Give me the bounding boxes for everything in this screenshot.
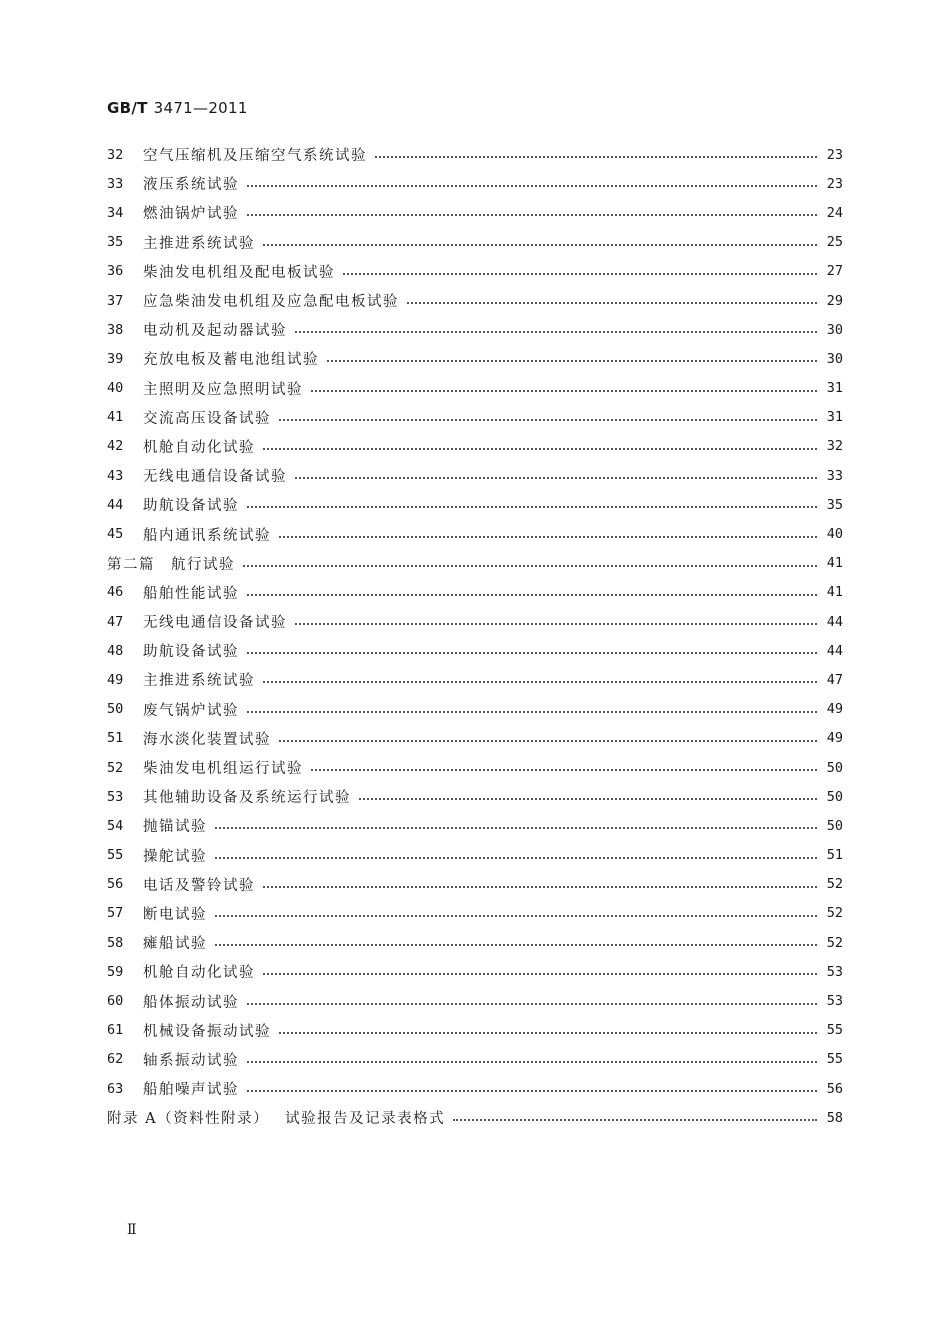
- toc-entry-title: 海水淡化装置试验: [143, 731, 271, 748]
- toc-leader-dots: [247, 1002, 817, 1005]
- toc-leader-dots: [295, 476, 817, 479]
- toc-entry-number: 58: [107, 934, 124, 951]
- toc-entry[interactable]: [107, 461, 843, 490]
- toc-page-number: 30: [826, 350, 843, 367]
- toc-entry-number: 45: [107, 526, 124, 543]
- toc-entry[interactable]: [107, 753, 843, 782]
- toc-entry[interactable]: [107, 403, 843, 432]
- toc-entry-number: 39: [107, 350, 124, 367]
- page-number: Ⅱ: [127, 1222, 137, 1238]
- table-of-contents: [107, 140, 843, 1132]
- toc-entry-title: 液压系统试验: [143, 177, 239, 194]
- toc-entry-title: 助航设备试验: [143, 498, 239, 515]
- toc-page-number: 30: [826, 321, 843, 338]
- toc-page-number: 50: [826, 788, 843, 805]
- toc-entry-title: 燃油锅炉试验: [143, 206, 239, 223]
- toc-entry-title: 机舱自动化试验: [143, 965, 255, 982]
- toc-leader-dots: [215, 943, 817, 946]
- toc-leader-dots: [453, 1118, 817, 1121]
- toc-leader-dots: [279, 535, 817, 538]
- toc-leader-dots: [215, 826, 817, 829]
- toc-leader-dots: [215, 914, 817, 917]
- toc-section-row[interactable]: [107, 549, 843, 578]
- toc-entry-number: 35: [107, 234, 124, 251]
- toc-page-number: 25: [826, 234, 843, 251]
- toc-entry-number: 59: [107, 963, 124, 980]
- toc-leader-dots: [295, 622, 817, 625]
- toc-leader-dots: [263, 885, 817, 888]
- toc-entry[interactable]: [107, 1016, 843, 1045]
- toc-leader-dots: [327, 359, 817, 362]
- toc-entry[interactable]: [107, 344, 843, 373]
- toc-leader-dots: [247, 593, 817, 596]
- toc-page-number: 50: [826, 759, 843, 776]
- toc-entry-title: 助航设备试验: [143, 644, 239, 661]
- toc-leader-dots: [311, 389, 817, 392]
- toc-entry-title: 操舵试验: [143, 848, 207, 865]
- toc-leader-dots: [295, 330, 817, 333]
- toc-entry[interactable]: [107, 198, 843, 227]
- toc-page-number: 44: [826, 642, 843, 659]
- toc-leader-dots: [343, 272, 817, 275]
- toc-entry-number: 46: [107, 584, 124, 601]
- toc-page-number: 49: [826, 730, 843, 747]
- toc-entry-title: 船体振动试验: [143, 994, 239, 1011]
- toc-entry[interactable]: [107, 257, 843, 286]
- toc-leader-dots: [247, 651, 817, 654]
- toc-entry-title: 柴油发电机组及配电板试验: [143, 264, 335, 281]
- toc-entry-title: 船舶噪声试验: [143, 1082, 239, 1099]
- toc-entry[interactable]: [107, 315, 843, 344]
- toc-page-number: 35: [826, 496, 843, 513]
- toc-leader-dots: [359, 797, 817, 800]
- toc-entry-number: 38: [107, 321, 124, 338]
- toc-page-number: 53: [826, 963, 843, 980]
- toc-entry-number: 40: [107, 380, 124, 397]
- document-header: [107, 99, 248, 117]
- toc-entry-title: 断电试验: [143, 906, 207, 923]
- toc-page-number: 33: [826, 467, 843, 484]
- toc-entry[interactable]: [107, 140, 843, 169]
- toc-entry-title: 主推进系统试验: [143, 235, 255, 252]
- toc-entry-number: 63: [107, 1080, 124, 1097]
- toc-entry-number: 36: [107, 263, 124, 280]
- toc-entry-number: 53: [107, 788, 124, 805]
- toc-leader-dots: [311, 768, 817, 771]
- toc-entry[interactable]: [107, 724, 843, 753]
- toc-page-number: 50: [826, 817, 843, 834]
- toc-leader-dots: [247, 1060, 817, 1063]
- toc-entry-title: 交流高压设备试验: [143, 410, 271, 427]
- toc-entry-number: 54: [107, 817, 124, 834]
- toc-entry-number: 50: [107, 701, 124, 718]
- toc-entry-title: 船舶性能试验: [143, 585, 239, 602]
- toc-entry[interactable]: [107, 782, 843, 811]
- toc-page-number: 52: [826, 934, 843, 951]
- toc-page-number: 56: [826, 1080, 843, 1097]
- toc-entry-number: 56: [107, 876, 124, 893]
- toc-entry-title: 主照明及应急照明试验: [143, 381, 303, 398]
- toc-page-number: 40: [826, 526, 843, 543]
- toc-entry-number: 48: [107, 642, 124, 659]
- toc-entry[interactable]: [107, 607, 843, 636]
- toc-page-number: 31: [826, 409, 843, 426]
- toc-entry-title: 无线电通信设备试验: [143, 615, 287, 632]
- toc-page-number: 24: [826, 204, 843, 221]
- toc-section-row[interactable]: [107, 1103, 843, 1132]
- toc-entry-number: 62: [107, 1051, 124, 1068]
- toc-page-number: 31: [826, 380, 843, 397]
- toc-page-number: 44: [826, 613, 843, 630]
- toc-entry-number: 51: [107, 730, 124, 747]
- toc-entry-title: 柴油发电机组运行试验: [143, 761, 303, 778]
- toc-entry[interactable]: [107, 870, 843, 899]
- toc-page-number: 52: [826, 905, 843, 922]
- toc-leader-dots: [263, 972, 817, 975]
- toc-entry-number: 47: [107, 613, 124, 630]
- toc-entry-title: 试验报告及记录表格式: [285, 1111, 446, 1128]
- toc-leader-dots: [279, 1031, 817, 1034]
- toc-leader-dots: [247, 710, 817, 713]
- toc-entry-title: 应急柴油发电机组及应急配电板试验: [143, 294, 399, 311]
- toc-entry-number: 60: [107, 993, 124, 1010]
- toc-leader-dots: [247, 184, 817, 187]
- toc-page-number: 51: [826, 847, 843, 864]
- toc-leader-dots: [247, 213, 817, 216]
- toc-page-number: 55: [826, 1051, 843, 1068]
- toc-entry-title: 其他辅助设备及系统运行试验: [143, 790, 351, 807]
- toc-entry-title: 废气锅炉试验: [143, 702, 239, 719]
- toc-entry-title: 机械设备振动试验: [143, 1023, 271, 1040]
- toc-entry-number: 57: [107, 905, 124, 922]
- toc-entry-title: 瘫船试验: [143, 936, 207, 953]
- toc-entry-title: 轴系振动试验: [143, 1052, 239, 1069]
- toc-page-number: 41: [826, 555, 843, 572]
- toc-page-number: 52: [826, 876, 843, 893]
- toc-leader-dots: [263, 447, 817, 450]
- toc-entry[interactable]: [107, 519, 843, 548]
- toc-entry[interactable]: [107, 490, 843, 519]
- toc-entry[interactable]: [107, 811, 843, 840]
- toc-entry[interactable]: [107, 841, 843, 870]
- toc-page-number: 53: [826, 993, 843, 1010]
- toc-entry[interactable]: [107, 228, 843, 257]
- toc-entry[interactable]: [107, 986, 843, 1015]
- toc-page-number: 23: [826, 146, 843, 163]
- toc-entry[interactable]: [107, 899, 843, 928]
- toc-leader-dots: [247, 505, 817, 508]
- standard-number: 3471—2011: [153, 99, 248, 117]
- toc-entry-number: 49: [107, 671, 124, 688]
- toc-entry-title: 主推进系统试验: [143, 673, 255, 690]
- toc-entry[interactable]: [107, 695, 843, 724]
- toc-page-number: 29: [826, 292, 843, 309]
- toc-entry-number: 52: [107, 759, 124, 776]
- toc-entry[interactable]: [107, 578, 843, 607]
- toc-entry[interactable]: [107, 1045, 843, 1074]
- toc-section-label: 第二篇: [107, 556, 155, 573]
- toc-entry-number: 55: [107, 847, 124, 864]
- toc-leader-dots: [263, 680, 817, 683]
- toc-leader-dots: [247, 1089, 817, 1092]
- toc-entry-title: 空气压缩机及压缩空气系统试验: [143, 148, 367, 165]
- toc-entry-number: 43: [107, 467, 124, 484]
- toc-page-number: 32: [826, 438, 843, 455]
- toc-entry-title: 充放电板及蓄电池组试验: [143, 352, 319, 369]
- toc-entry[interactable]: [107, 374, 843, 403]
- toc-entry-title: 抛锚试验: [143, 819, 207, 836]
- toc-entry[interactable]: [107, 286, 843, 315]
- toc-leader-dots: [243, 564, 817, 567]
- toc-entry-title: 航行试验: [171, 556, 235, 573]
- toc-entry[interactable]: [107, 169, 843, 198]
- toc-entry[interactable]: [107, 928, 843, 957]
- toc-entry-number: 44: [107, 496, 124, 513]
- toc-page-number: 47: [826, 671, 843, 688]
- toc-entry-number: 34: [107, 204, 124, 221]
- toc-entry-number: 33: [107, 175, 124, 192]
- toc-entry[interactable]: [107, 636, 843, 665]
- toc-leader-dots: [279, 418, 817, 421]
- toc-entry-number: 37: [107, 292, 124, 309]
- toc-entry-number: 61: [107, 1022, 124, 1039]
- toc-page-number: 27: [826, 263, 843, 280]
- toc-entry-title: 无线电通信设备试验: [143, 469, 287, 486]
- toc-leader-dots: [407, 301, 817, 304]
- toc-entry-title: 电话及警铃试验: [143, 877, 255, 894]
- toc-page-number: 55: [826, 1022, 843, 1039]
- toc-entry-number: 41: [107, 409, 124, 426]
- toc-leader-dots: [215, 856, 817, 859]
- toc-entry[interactable]: [107, 432, 843, 461]
- standard-code: GB/T: [107, 99, 148, 117]
- toc-leader-dots: [279, 739, 817, 742]
- toc-entry[interactable]: [107, 957, 843, 986]
- toc-entry-title: 机舱自动化试验: [143, 439, 255, 456]
- toc-page-number: 49: [826, 701, 843, 718]
- toc-section-label: 附录 A（资料性附录）: [107, 1111, 270, 1128]
- toc-page-number: 23: [826, 175, 843, 192]
- toc-entry-title: 船内通讯系统试验: [143, 527, 271, 544]
- toc-page-number: 41: [826, 584, 843, 601]
- toc-entry-number: 32: [107, 146, 124, 163]
- toc-entry-title: 电动机及起动器试验: [143, 323, 287, 340]
- toc-page-number: 58: [826, 1109, 843, 1126]
- toc-entry-number: 42: [107, 438, 124, 455]
- toc-leader-dots: [375, 155, 817, 158]
- toc-leader-dots: [263, 243, 817, 246]
- toc-entry[interactable]: [107, 1074, 843, 1103]
- toc-entry[interactable]: [107, 665, 843, 694]
